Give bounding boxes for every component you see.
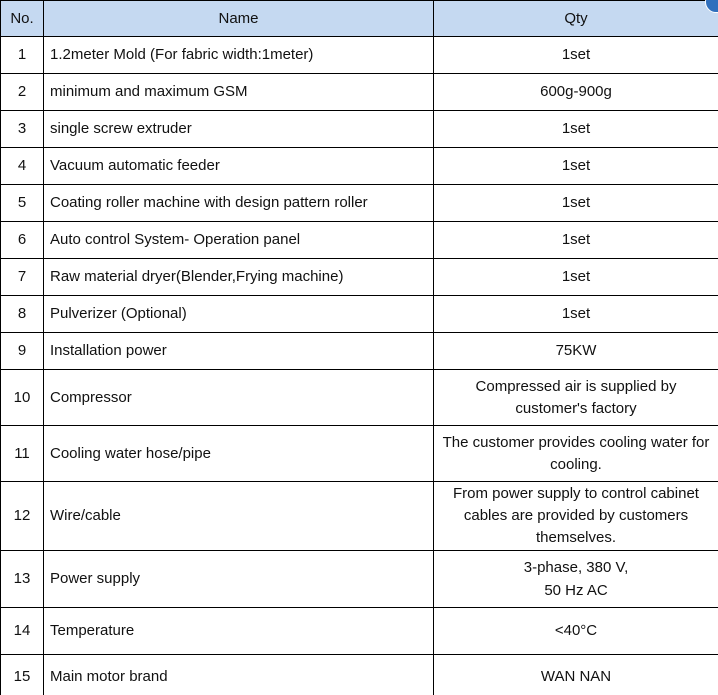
table-row — [1, 608, 718, 655]
table-row — [1, 370, 718, 426]
row-no: 11 — [1, 426, 44, 482]
row-qty: Compressed air is supplied by customer's factory — [434, 370, 718, 426]
row-name: Auto control System- Operation panel — [44, 222, 434, 259]
row-qty: <40°C — [434, 608, 718, 655]
table-row — [1, 74, 718, 111]
row-qty: 1set — [434, 37, 718, 74]
qty-line: 3-phase, 380 V, — [523, 559, 629, 576]
table-row — [1, 333, 718, 370]
row-no: 14 — [1, 608, 44, 655]
table-row — [1, 111, 718, 148]
header-row — [1, 1, 718, 37]
table-row — [1, 655, 718, 695]
row-qty: 1set — [434, 111, 718, 148]
row-no: 15 — [1, 655, 44, 695]
row-no: 4 — [1, 148, 44, 185]
header-no: No. — [1, 1, 44, 37]
row-name: Power supply — [44, 551, 434, 608]
table-row — [1, 148, 718, 185]
table-row — [1, 222, 718, 259]
row-name: single screw extruder — [44, 111, 434, 148]
row-name: Installation power — [44, 333, 434, 370]
table-row — [1, 185, 718, 222]
row-qty: 1set — [434, 259, 718, 296]
row-no: 7 — [1, 259, 44, 296]
table-row — [1, 37, 718, 74]
table-row — [1, 259, 718, 296]
row-qty: 1set — [434, 296, 718, 333]
row-name: minimum and maximum GSM — [44, 74, 434, 111]
row-no: 13 — [1, 551, 44, 608]
row-name: Raw material dryer(Blender,Frying machine) — [44, 259, 434, 296]
row-name: Cooling water hose/pipe — [44, 426, 434, 482]
row-qty: 1set — [434, 222, 718, 259]
row-qty: 75KW — [434, 333, 718, 370]
row-no: 3 — [1, 111, 44, 148]
row-qty: 600g-900g — [434, 74, 718, 111]
header-name: Name — [44, 1, 434, 37]
row-qty: 1set — [434, 185, 718, 222]
row-no: 9 — [1, 333, 44, 370]
row-qty — [434, 551, 718, 608]
row-no: 6 — [1, 222, 44, 259]
row-no: 5 — [1, 185, 44, 222]
row-name: Wire/cable — [44, 482, 434, 551]
row-name: Temperature — [44, 608, 434, 655]
row-name: Coating roller machine with design pattern roller — [44, 185, 434, 222]
row-no: 1 — [1, 37, 44, 74]
row-name: Main motor brand — [44, 655, 434, 695]
row-qty: WAN NAN — [434, 655, 718, 695]
row-no: 2 — [1, 74, 44, 111]
row-qty: 1set — [434, 148, 718, 185]
row-name: Vacuum automatic feeder — [44, 148, 434, 185]
row-no: 8 — [1, 296, 44, 333]
row-qty: The customer provides cooling water for cooling. — [434, 426, 718, 482]
header-qty: Qty — [434, 1, 718, 37]
qty-line: 50 Hz AC — [544, 582, 608, 599]
table-row — [1, 482, 718, 551]
table-row — [1, 551, 718, 608]
table-row — [1, 296, 718, 333]
row-name: 1.2meter Mold (For fabric width:1meter) — [44, 37, 434, 74]
row-name: Pulverizer (Optional) — [44, 296, 434, 333]
row-no: 12 — [1, 482, 44, 551]
row-name: Compressor — [44, 370, 434, 426]
row-qty: From power supply to control cabinet cables are provided by customers themselves. — [434, 482, 718, 551]
row-no: 10 — [1, 370, 44, 426]
table-row — [1, 426, 718, 482]
